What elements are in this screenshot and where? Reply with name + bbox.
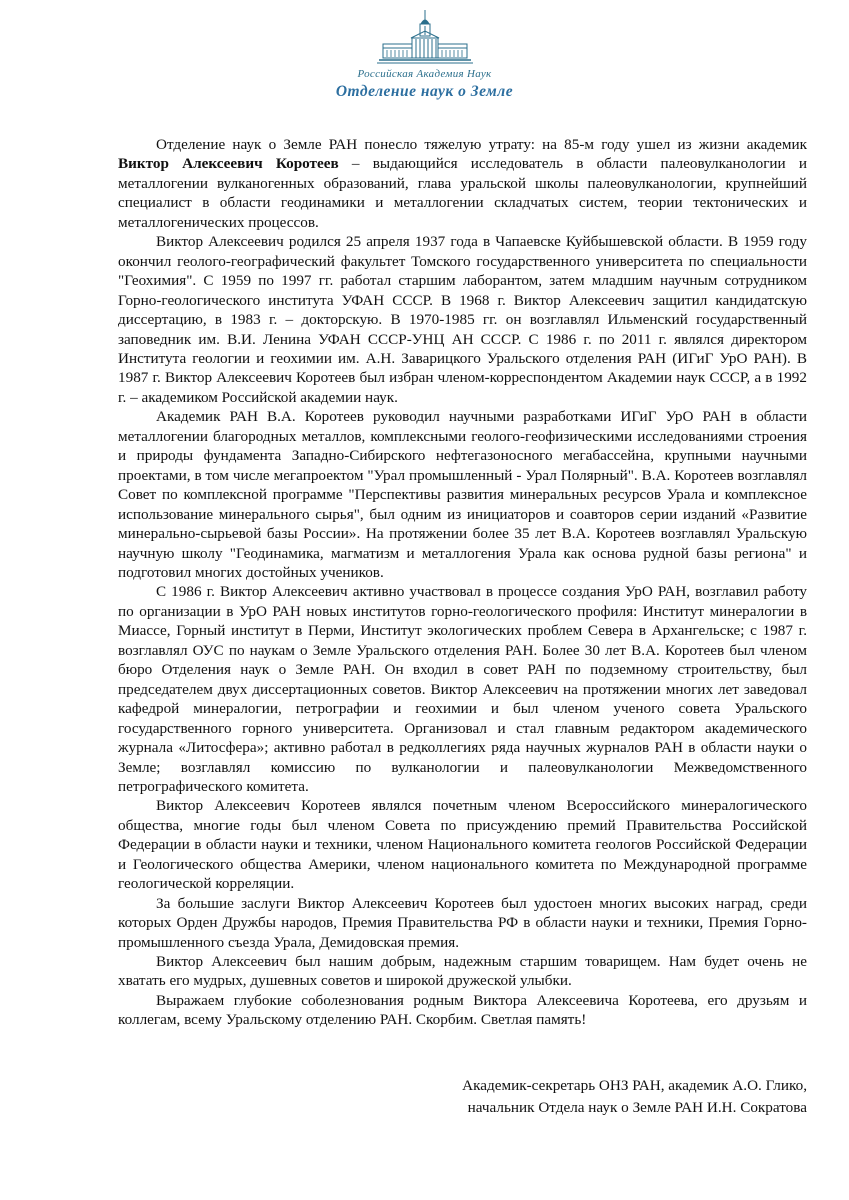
paragraph-3: Академик РАН В.А. Коротеев руководил научными разработками ИГиГ УрО РАН в области металлогении благородных металлов, комплексными геолого-геофизическими исследованиями строения и природы фундамента Западно-Сибирского нефтегазоносного мегабассейна, крупными научными проектами, в том числе мегапроектом "Урал промышленный - Урал Полярный". В.А. Коротеев возглавлял Совет по комплексной программе "Перспективы развития минеральных ресурсов Урала и комплексное использование минерального сырья", был одним из инициаторов и соавторов серии изданий «Развитие минерально-сырьевой базы России». На протяжении более 35 лет В.А. Коротеев возглавлял Уральскую научную школу "Геодинамика, магматизм и металлогения Урала как основа рудной базы региона" и подготовил многих достойных учеников. — [118, 408, 807, 581]
signature-block — [462, 1075, 807, 1119]
paragraph-1 — [118, 135, 807, 232]
paragraph-7: Виктор Алексеевич был нашим добрым, надежным старшим товарищем. Нам будет очень не хватать его мудрых, душевных советов и широкой дружеской улыбки. — [118, 953, 807, 990]
obituary-text — [118, 135, 807, 1030]
paragraph-4: С 1986 г. Виктор Алексеевич активно участвовал в процессе создания УрО РАН, возглавил работу по организации в УрО РАН новых институтов горно-геологического профиля: Институт минералогии в Миассе, Горный институт в Перми, Институт экологических проблем Севера в Архангельске; с 1987 г. возглавлял ОУС по наукам о Земле Уральского отделения РАН. Более 30 лет В.А. Коротеев был членом бюро Отделения наук о Земле РАН. Он входил в совет РАН по подземному строительству, был председателем двух диссертационных советов. Виктор Алексеевич на протяжении многих лет заведовал кафедрой минералогии, петрографии и геохимии и был членом ученого совета Уральского государственного горного университета. Организовал и стал главным редактором академического журнала «Литосфера»; активно работал в редколлегиях ряда научных журналов РАН в области науки о Земле; возглавлял комиссию по вулканологии и палеовулканологии Межведомственного петрографического комитета. — [118, 583, 807, 795]
academician-name: Виктор Алексеевич Коротеев — [118, 155, 339, 173]
paragraph-1-lead: Отделение наук о Земле РАН понесло тяжелую утрату: на 85-м году ушел из жизни академик — [156, 136, 807, 153]
org-name: Российская Академия Наук — [357, 68, 492, 80]
academy-building-icon — [375, 8, 475, 66]
paragraph-6: За большие заслуги Виктор Алексеевич Коротеев был удостоен многих высоких наград, среди которых Орден Дружбы народов, Премия Правительства РФ в области науки и техники, Премия Горно-промышленного съезда Урала, Демидовская премия. — [118, 894, 807, 951]
paragraph-8: Выражаем глубокие соболезнования родным Виктора Алексеевича Коротеева, его друзьям и коллегам, всему Уральскому отделению РАН. Скорбим. Светлая память! — [118, 991, 807, 1029]
paragraph-2: Виктор Алексеевич родился 25 апреля 1937 года в Чапаевске Куйбышевской области. В 1959 году окончил геолого-географический факультет Томского государственного университета по специальности "Геохимия". С 1959 по 1997 гг. работал старшим лаборантом, затем младшим научным сотрудником Горно-геологического института УФАН СССР. В 1968 г. Виктор Алексеевич защитил кандидатскую диссертацию, в 1983 г. – докторскую. В 1970-1985 гг. он возглавлял Ильменский государственный заповедник им. В.И. Ленина УФАН СССР-УНЦ АН СССР. С 1986 г. по 2011 г. являлся директором Института геологии и геохимии им. А.Н. Заварицкого Уральского отделения РАН (ИГиГ УрО РАН). В 1987 г. Виктор Алексеевич Коротеев был избран членом-корреспондентом Академии наук СССР, а в 1992 г. – академиком Российской академии наук. — [118, 233, 807, 406]
letterhead — [0, 8, 849, 102]
department-title: Отделение наук о Земле — [335, 83, 514, 100]
signature-line-2: начальник Отдела наук о Земле РАН И.Н. Сократова — [467, 1099, 807, 1116]
signature-line-1: Академик-секретарь ОНЗ РАН, академик А.О. Глико, — [462, 1077, 807, 1094]
paragraph-5: Виктор Алексеевич Коротеев являлся почетным членом Всероссийского минералогического общества, многие годы был членом Совета по присуждению премий Правительства Российской Федерации в области науки и техники, членом Национального комитета геологов Российской Федерации и Геологического общества Америки, членом национального комитета по Международной программе геологической корреляции. — [118, 797, 807, 893]
paragraph-1-rest: – выдающийся исследователь в области палеовулканологии и металлогении вулканогенных образований, глава уральской школы палеовулканологии, крупнейший специалист в области геодинамики и металлогении складчатых систем, теории тектонических и металлогенических процессов. — [118, 155, 808, 231]
